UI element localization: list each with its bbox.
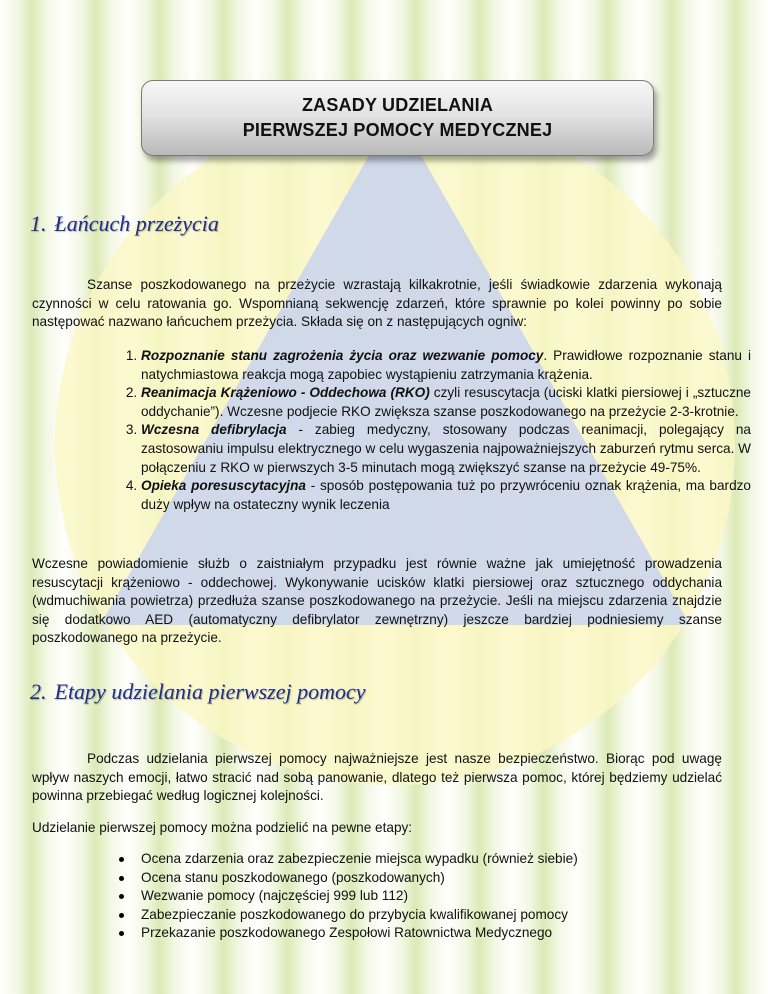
step-1-text: . Prawidłowe rozpoznanie stanu i natychmiastowa reakcja mogą zapobiec wystąpieniu zatrzymania krążenia. xyxy=(141,348,751,382)
list-item xyxy=(141,347,751,384)
section-1-closing: Wczesne powiadomienie służb o zaistniałym przypadku jest równie ważne jak umiejętność prowadzenia resuscytacji krążeniowo - oddechowej. Wykonywanie ucisków klatki piersiowej oraz sztucznego oddychania (wdmuchiwania powietrza) przedłuża szanse poszkodowanego na przeżycie. Jeśli na miejscu zdarzenia znajdzie się dodatkowo AED (automatyczny defibrylator zewnętrzny) jeszcze bardziej podniesiemy szanse poszkodowanego na przeżycie. xyxy=(32,556,722,646)
list-item xyxy=(141,906,701,925)
step-4-text: - sposób postępowania tuż po przywróceniu oznak krążenia, ma bardzo duży wpływ na ostateczny wynik leczenia xyxy=(141,478,751,512)
list-item xyxy=(141,850,701,869)
step-2-text: czyli resuscytacja (uciski klatki piersiowej i „sztuczne oddychanie”). Wczesne podjecie RKO zwiększa szanse poszkodowanego na przeżycie 2-3-krotnie. xyxy=(141,385,751,419)
title-line-1: ZASADY UDZIELANIA xyxy=(301,95,494,115)
section-2-intro: Podczas udzielania pierwszej pomocy najważniejsze jest nasze bezpieczeństwo. Biorąc pod uwagę wpływ naszych emocji, łatwo stracić nad sobą panowanie, dlatego też pierwsza pomoc, której będziemy udzielać powinna przebiegać według logicznej kolejności. xyxy=(32,751,722,804)
bullet-icon xyxy=(119,913,124,918)
stage-3: Wezwanie pomocy (najczęściej 999 lub 112) xyxy=(141,888,408,904)
section-1-title: Łańcuch przeżycia xyxy=(54,211,219,236)
section-2-lead: Udzielanie pierwszej pomocy można podzielić na pewne etapy: xyxy=(32,820,413,835)
survival-chain-list xyxy=(112,347,751,514)
stage-4: Zabezpieczanie poszkodowanego do przybycia kwalifikowanej pomocy xyxy=(141,906,568,922)
section-2-number: 2. xyxy=(30,679,47,704)
bullet-icon xyxy=(119,857,124,862)
list-item xyxy=(141,421,751,477)
bullet-icon xyxy=(119,931,124,936)
section-1-heading xyxy=(30,211,219,237)
list-item xyxy=(141,477,751,514)
stage-1: Ocena zdarzenia oraz zabezpieczenie miejsca wypadku (również siebie) xyxy=(141,851,578,866)
bullet-icon xyxy=(119,876,124,881)
stage-5: Przekazanie poszkodowanego Zespołowi Ratownictwa Medycznego xyxy=(141,925,553,941)
section-1-intro: Szanse poszkodowanego na przeżycie wzrastają kilkakrotnie, jeśli świadkowie zdarzenia wykonają czynności w celu ratowania go. Wspomnianą sekwencję zdarzeń, które sprawnie po kolei powinny po sobie następować nazwano łańcuchem przeżycia. Składa się on z następujących ogniw: xyxy=(32,277,722,330)
title-box xyxy=(141,80,654,156)
stages-list xyxy=(112,850,701,943)
step-3-bold: Wczesna defibrylacja xyxy=(141,422,287,438)
list-item xyxy=(141,869,701,888)
section-2-heading xyxy=(30,679,366,705)
list-item xyxy=(141,887,701,906)
step-1-bold: Rozpoznanie stanu zagrożenia życia oraz wezwanie pomocy xyxy=(141,348,544,363)
list-item xyxy=(141,924,701,943)
step-2-bold: Reanimacja Krążeniowo - Oddechowa (RKO) xyxy=(141,385,430,401)
title-line-2: PIERWSZEJ POMOCY MEDYCZNEJ xyxy=(242,120,553,140)
stage-2: Ocena stanu poszkodowanego (poszkodowanych) xyxy=(141,869,445,885)
list-item xyxy=(141,384,751,421)
section-2-title: Etapy udzielania pierwszej pomocy xyxy=(54,679,366,704)
step-4-bold: Opieka poresuscytacyjna xyxy=(141,478,306,494)
bullet-icon xyxy=(119,894,124,899)
step-3-text: - zabieg medyczny, stosowany podczas reanimacji, polegający na zastosowaniu impulsu elektrycznego w celu wygaszenia najpoważniejszych zaburzeń rytmu serca. W połączeniu z RKO w pierwszych 3-5 minutach mogą zwiększyć szanse na przeżycie 49-75%. xyxy=(141,422,751,475)
section-1-number: 1. xyxy=(30,211,47,236)
